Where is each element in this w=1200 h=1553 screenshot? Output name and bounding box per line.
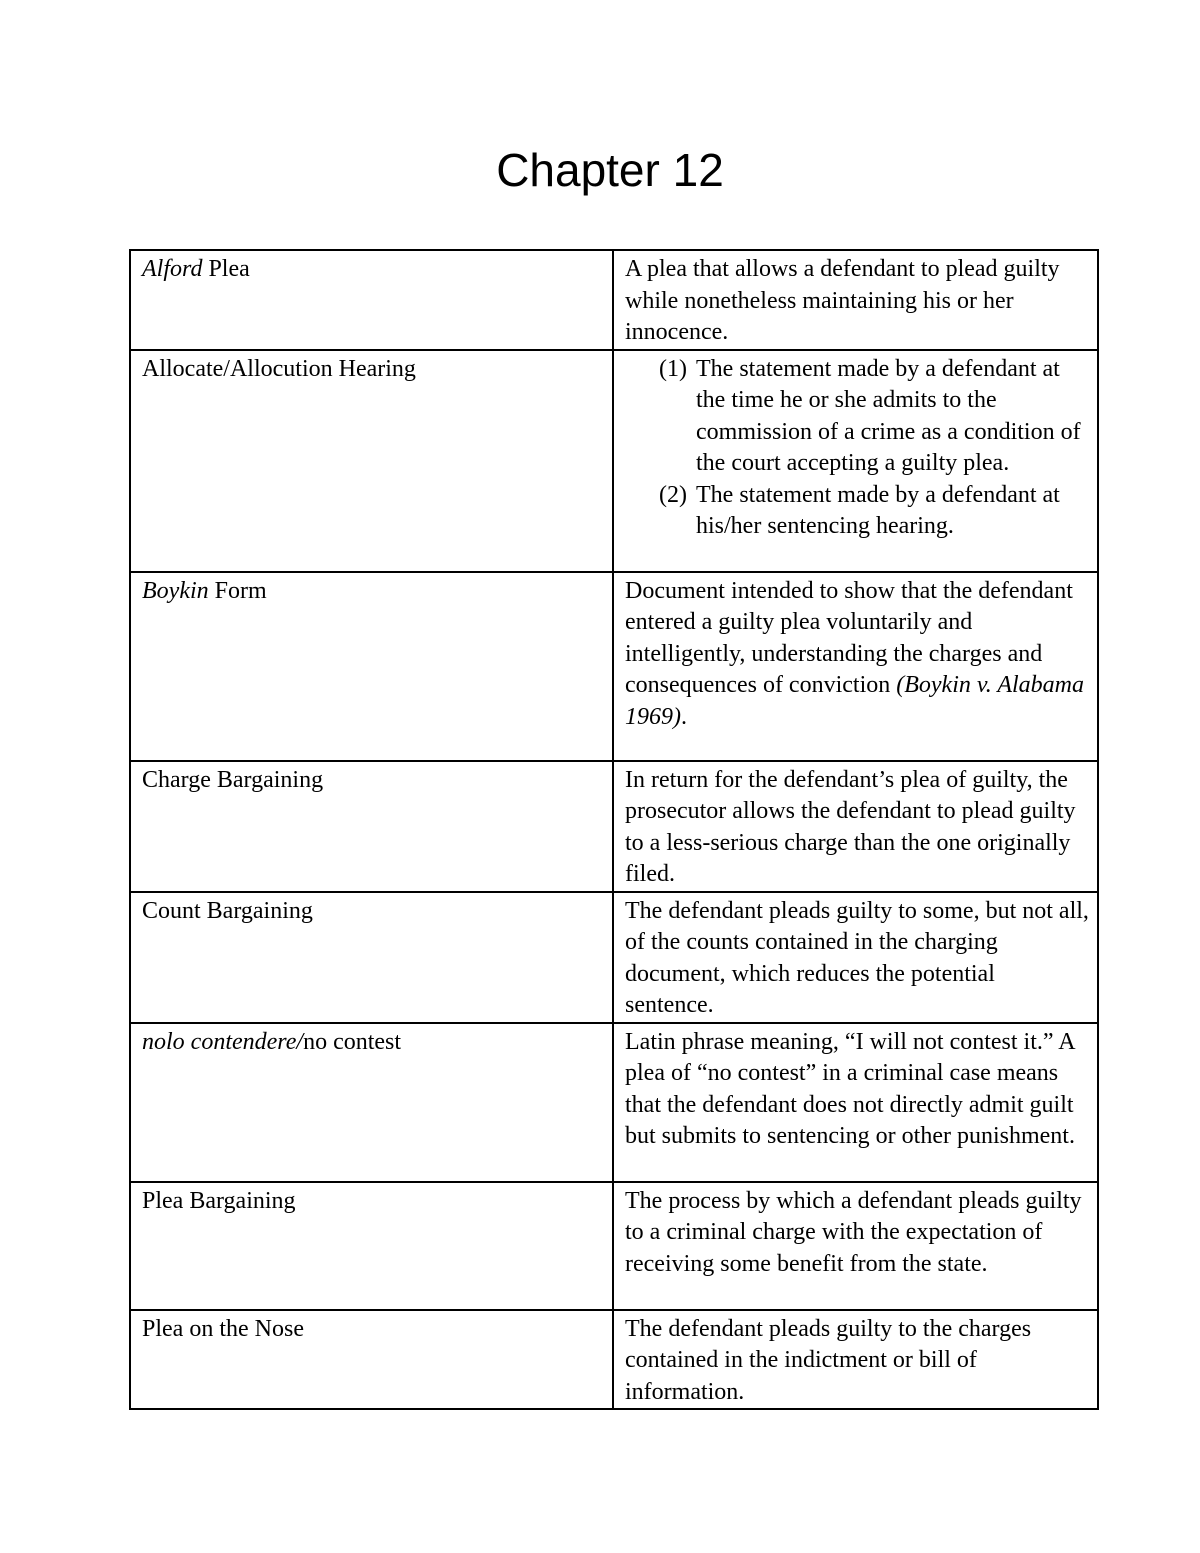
list-item-number: (2)	[659, 481, 687, 508]
term-text: Plea	[202, 256, 250, 282]
table-row	[130, 761, 1098, 892]
definition-cell	[613, 572, 1098, 761]
term-text: no contest	[303, 1028, 402, 1055]
case-citation: (Boykin v. Alabama 1969)	[625, 672, 1084, 730]
glossary-table	[129, 249, 1099, 1410]
definition-list	[625, 354, 1089, 543]
definition-text: Latin phrase meaning, “I will not contest it.” A plea of “no contest” in a criminal case means that the defendant does not directly admit guilt but submits to sentencing or other punishment.	[625, 1028, 1075, 1149]
term-text: Form	[208, 577, 267, 604]
definition-cell	[613, 1310, 1098, 1410]
list-item	[625, 354, 1089, 480]
term-text: Count Bargaining	[142, 897, 313, 924]
definition-cell	[613, 1023, 1098, 1182]
table-row	[130, 892, 1098, 1023]
table-row	[130, 1310, 1098, 1410]
term-text: Charge Bargaining	[142, 766, 324, 793]
glossary-body	[130, 250, 1098, 1409]
definition-text: .	[681, 703, 687, 730]
definition-text: A plea that allows a defendant to plead guilty while nonetheless maintaining his or her innocence.	[625, 256, 1060, 345]
table-row	[130, 1023, 1098, 1182]
term-text: Plea on the Nose	[142, 1315, 304, 1342]
list-item-text: The statement made by a defendant at his/her sentencing hearing.	[696, 481, 1060, 539]
term-cell	[130, 1310, 613, 1410]
term-cell	[130, 1023, 613, 1182]
definition-cell	[613, 250, 1098, 350]
term-cell	[130, 761, 613, 892]
list-item-number: (1)	[659, 355, 687, 382]
list-item	[625, 480, 1089, 543]
term-text: Boykin	[142, 577, 209, 604]
term-cell	[130, 250, 613, 350]
term-text: nolo contendere/	[142, 1028, 304, 1055]
table-row	[130, 572, 1098, 761]
definition-text: Document intended to show that the defendant entered a guilty plea voluntarily and intelligently, understanding the charges and consequences of conviction	[625, 577, 1073, 698]
term-cell	[130, 350, 613, 572]
table-row	[130, 350, 1098, 572]
term-cell	[130, 572, 613, 761]
term-text: Plea Bargaining	[142, 1187, 296, 1214]
table-row	[130, 250, 1098, 350]
definition-text: The defendant pleads guilty to some, but not all, of the counts contained in the charging document, which reduces the potential sentence.	[625, 897, 1089, 1018]
term-cell	[130, 892, 613, 1023]
definition-cell	[613, 761, 1098, 892]
definition-text: In return for the defendant’s plea of guilty, the prosecutor allows the defendant to plead guilty to a less-serious charge than the one originally filed.	[625, 766, 1076, 887]
definition-text: The defendant pleads guilty to the charges contained in the indictment or bill of information.	[625, 1315, 1032, 1405]
definition-cell	[613, 350, 1098, 572]
list-item-text: The statement made by a defendant at the time he or she admits to the commission of a crime as a condition of the court accepting a guilty plea.	[696, 355, 1081, 476]
definition-cell	[613, 892, 1098, 1023]
term-cell	[130, 1182, 613, 1310]
page-title: Chapter 12	[496, 144, 724, 196]
term-text: Allocate/Allocution Hearing	[142, 355, 416, 382]
table-row	[130, 1182, 1098, 1310]
definition-cell	[613, 1182, 1098, 1310]
definition-text: The process by which a defendant pleads guilty to a criminal charge with the expectation of receiving some benefit from the state.	[625, 1187, 1082, 1277]
term-text: Alford	[142, 256, 203, 282]
